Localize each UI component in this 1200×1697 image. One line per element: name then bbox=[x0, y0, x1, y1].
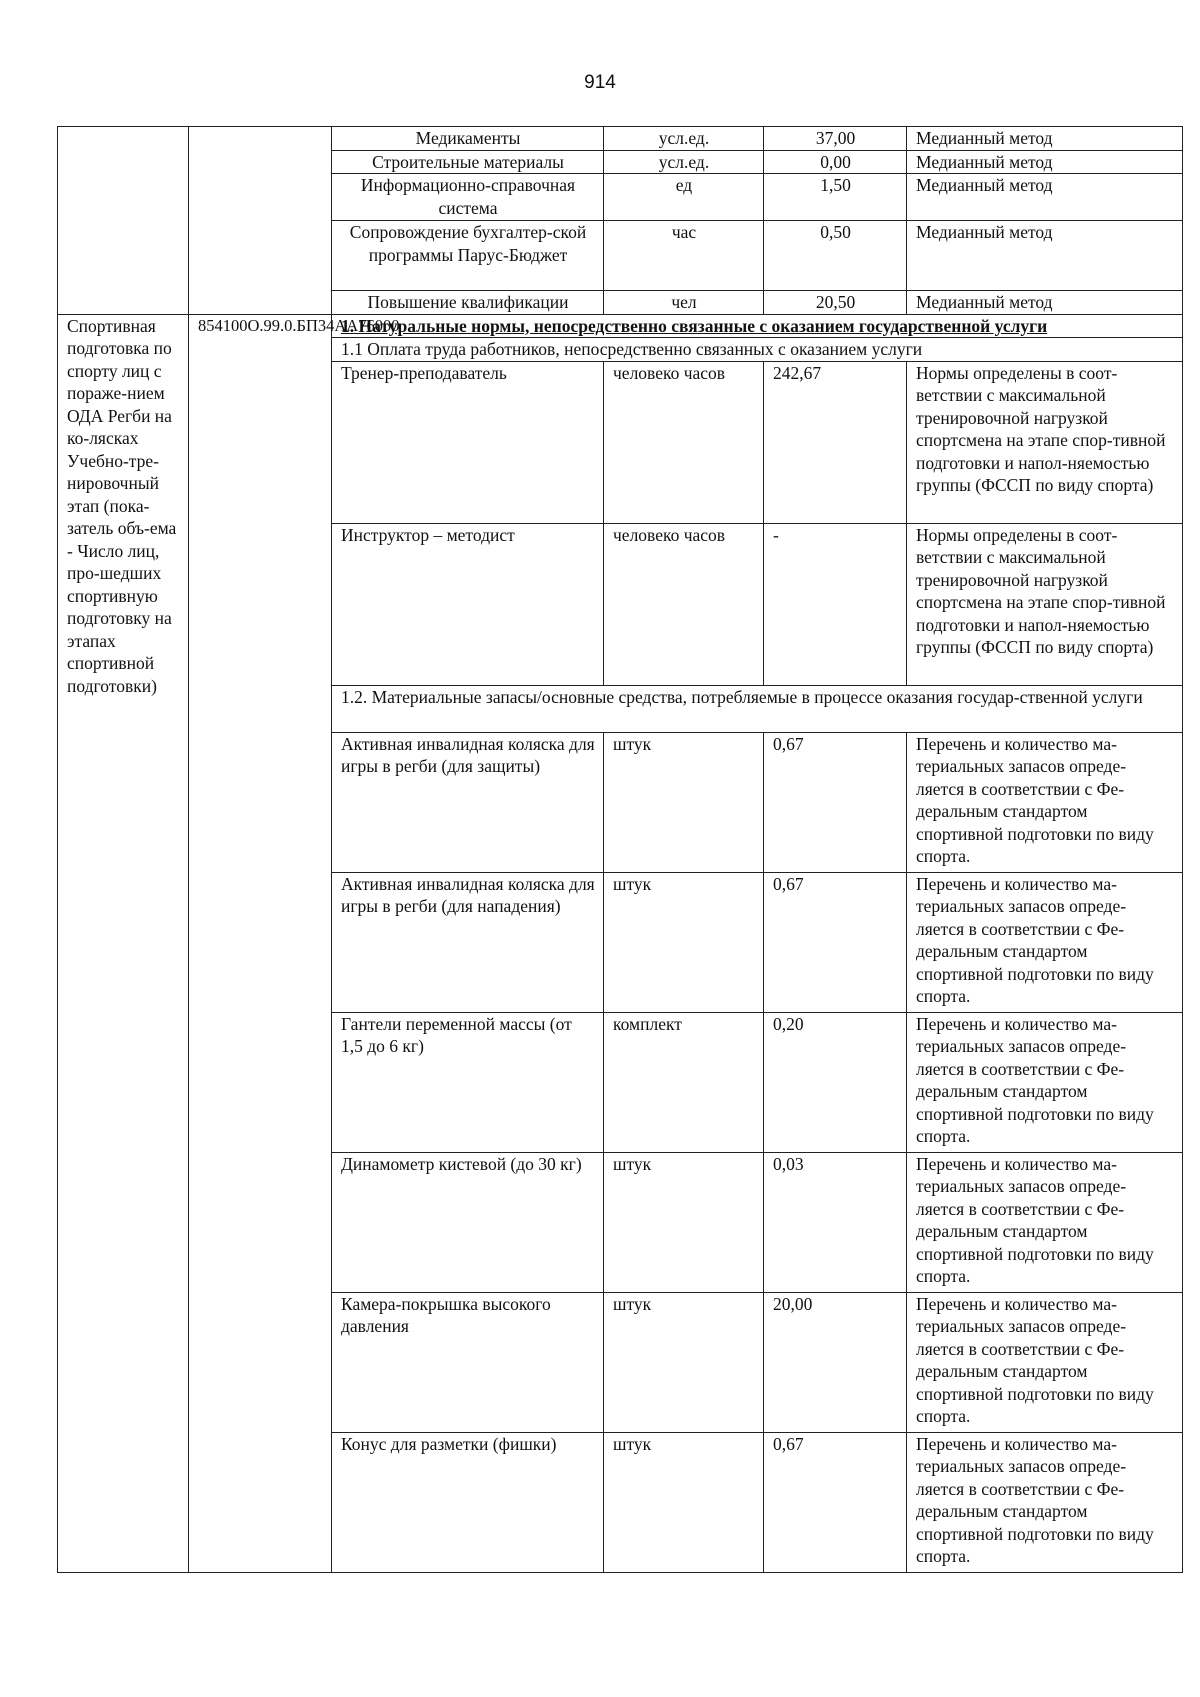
resource-note: Медианный метод bbox=[907, 127, 1183, 151]
resource-name: Медикаменты bbox=[332, 127, 604, 151]
resource-name: Активная инвалидная коляска для игры в регби (для защиты) bbox=[332, 732, 604, 872]
resource-note: Медианный метод bbox=[907, 221, 1183, 291]
resource-unit: ед bbox=[604, 174, 764, 221]
resource-unit: штук bbox=[604, 872, 764, 1012]
resource-unit: человеко часов bbox=[604, 523, 764, 685]
resource-name: Гантели переменной массы (от 1,5 до 6 кг) bbox=[332, 1012, 604, 1152]
empty-code-cell bbox=[189, 127, 332, 315]
resource-quantity: 0,00 bbox=[764, 150, 907, 174]
resource-quantity: 0,20 bbox=[764, 1012, 907, 1152]
resource-unit: штук bbox=[604, 1152, 764, 1292]
resource-note: Перечень и количество ма-териальных запасов опреде-ляется в соответствии с Фе-деральным стандартом спортивной подготовки по виду спорта. bbox=[907, 732, 1183, 872]
resource-name: Активная инвалидная коляска для игры в регби (для нападения) bbox=[332, 872, 604, 1012]
resource-name: Строительные материалы bbox=[332, 150, 604, 174]
resource-note: Нормы определены в соот-ветствии с максимальной тренировочной нагрузкой спортсмена на этапе спор-тивной подготовки и напол-няемостью группы (ФССП по виду спорта) bbox=[907, 523, 1183, 685]
resource-note: Перечень и количество ма-териальных запасов опреде-ляется в соответствии с Фе-деральным стандартом спортивной подготовки по виду спорта. bbox=[907, 1432, 1183, 1572]
empty-description-cell bbox=[58, 127, 189, 315]
service-code: 854100О.99.0.БП34АА76000 bbox=[189, 314, 332, 1572]
resource-name: Информационно-справочная система bbox=[332, 174, 604, 221]
resource-note: Нормы определены в соот-ветствии с максимальной тренировочной нагрузкой спортсмена на этапе спор-тивной подготовки и напол-няемостью группы (ФССП по виду спорта) bbox=[907, 361, 1183, 523]
resource-quantity: 0,67 bbox=[764, 732, 907, 872]
resource-name: Камера-покрышка высокого давления bbox=[332, 1292, 604, 1432]
section-1-title: 1. Натуральные нормы, непосредственно связанные с оказанием государственной услуги bbox=[332, 314, 1183, 338]
resource-name: Тренер-преподаватель bbox=[332, 361, 604, 523]
section-1-1-title: 1.1 Оплата труда работников, непосредственно связанных с оказанием услуги bbox=[332, 338, 1183, 362]
resource-unit: усл.ед. bbox=[604, 150, 764, 174]
resource-quantity: 0,67 bbox=[764, 872, 907, 1012]
resource-note: Перечень и количество ма-териальных запасов опреде-ляется в соответствии с Фе-деральным стандартом спортивной подготовки по виду спорта. bbox=[907, 872, 1183, 1012]
resource-name: Сопровождение бухгалтер-ской программы Парус-Бюджет bbox=[332, 221, 604, 291]
resource-quantity: 20,00 bbox=[764, 1292, 907, 1432]
resource-note: Медианный метод bbox=[907, 150, 1183, 174]
resource-unit: комплект bbox=[604, 1012, 764, 1152]
resource-quantity: 20,50 bbox=[764, 291, 907, 315]
resource-unit: штук bbox=[604, 732, 764, 872]
resource-note: Перечень и количество ма-териальных запасов опреде-ляется в соответствии с Фе-деральным стандартом спортивной подготовки по виду спорта. bbox=[907, 1012, 1183, 1152]
resource-name: Инструктор – методист bbox=[332, 523, 604, 685]
table-row bbox=[58, 127, 1183, 151]
resource-unit: человеко часов bbox=[604, 361, 764, 523]
service-description: Спортивная подготовка по спорту лиц с пораже-нием ОДА Регби на ко-лясках Учебно-тре-нировочный этап (пока-затель объ-ема - Число лиц, про-шедших спортивную подготовку на этапах спортивной подготовки) bbox=[58, 314, 189, 1572]
resource-quantity: 1,50 bbox=[764, 174, 907, 221]
resource-unit: штук bbox=[604, 1292, 764, 1432]
resource-unit: час bbox=[604, 221, 764, 291]
resource-name: Динамометр кистевой (до 30 кг) bbox=[332, 1152, 604, 1292]
resource-note: Медианный метод bbox=[907, 291, 1183, 315]
resource-quantity: - bbox=[764, 523, 907, 685]
resource-unit: штук bbox=[604, 1432, 764, 1572]
resource-quantity: 37,00 bbox=[764, 127, 907, 151]
norms-table bbox=[57, 126, 1183, 1573]
resource-quantity: 0,03 bbox=[764, 1152, 907, 1292]
resource-note: Перечень и количество ма-териальных запасов опреде-ляется в соответствии с Фе-деральным стандартом спортивной подготовки по виду спорта. bbox=[907, 1152, 1183, 1292]
resource-unit: усл.ед. bbox=[604, 127, 764, 151]
resource-quantity: 0,67 bbox=[764, 1432, 907, 1572]
resource-name: Конус для разметки (фишки) bbox=[332, 1432, 604, 1572]
section-1-2-title: 1.2. Материальные запасы/основные средства, потребляемые в процессе оказания государ-ственной услуги bbox=[332, 685, 1183, 732]
table-row bbox=[58, 314, 1183, 338]
page-number: 914 bbox=[584, 72, 616, 93]
resource-quantity: 242,67 bbox=[764, 361, 907, 523]
resource-unit: чел bbox=[604, 291, 764, 315]
resource-name: Повышение квалификации bbox=[332, 291, 604, 315]
resource-quantity: 0,50 bbox=[764, 221, 907, 291]
resource-note: Медианный метод bbox=[907, 174, 1183, 221]
resource-note: Перечень и количество ма-териальных запасов опреде-ляется в соответствии с Фе-деральным стандартом спортивной подготовки по виду спорта. bbox=[907, 1292, 1183, 1432]
